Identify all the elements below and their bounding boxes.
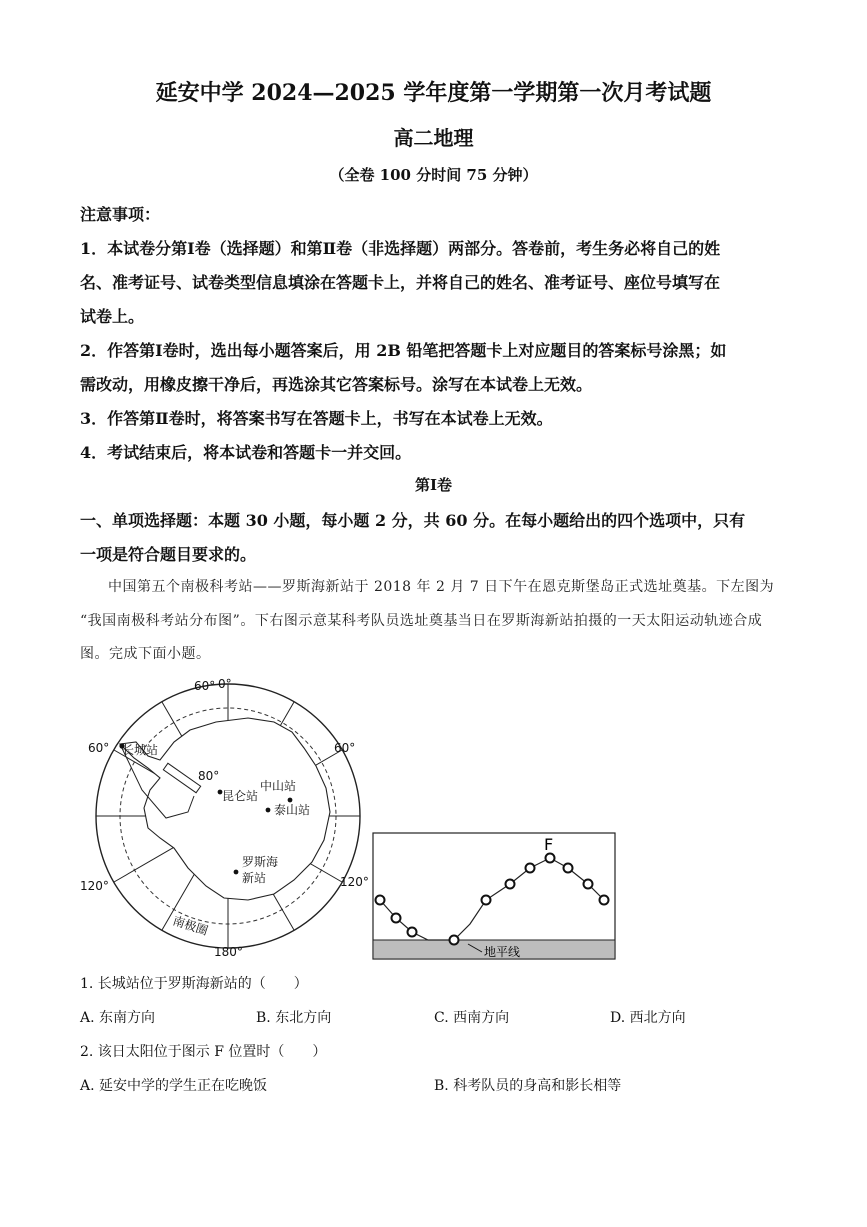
- map-lon-60-right: 60°: [334, 741, 356, 755]
- question-2-option-b[interactable]: B. 科考队员的身高和影长相等: [434, 1078, 622, 1094]
- sun-peak-label: F: [544, 835, 554, 854]
- horizon-label: 地平线: [484, 945, 521, 959]
- question-2-option-a[interactable]: A. 延安中学的学生正在吃晚饭: [80, 1078, 268, 1094]
- question-1-option-a[interactable]: A. 东南方向: [80, 1010, 156, 1026]
- notes-line-6: 3．作答第Ⅱ卷时，将答案书写在答题卡上，书写在本试卷上无效。: [80, 409, 553, 428]
- section-instruction-1: 一、单项选择题：本题 30 小题，每小题 2 分，共 60 分。在每小题给出的四个选项中，只有: [80, 511, 746, 530]
- map-lon-180: 180°: [214, 945, 243, 959]
- map-lon-60-left: 60°: [88, 741, 110, 755]
- map-lon-120-left: 120°: [80, 879, 109, 893]
- map-lat-80: 80°: [198, 769, 220, 783]
- notes-line-3: 试卷上。: [80, 307, 145, 326]
- exam-title: 延安中学 2024—2025 学年度第一学期第一次月考试题: [155, 80, 712, 106]
- map-antarctic-circle: 南极圈: [171, 913, 210, 938]
- map-station-luosihai-1: 罗斯海: [242, 855, 279, 869]
- map-station-luosihai-2: 新站: [242, 871, 267, 885]
- notes-line-5: 需改动，用橡皮擦干净后，再选涂其它答案标号。涂写在本试卷上无效。: [80, 375, 593, 394]
- section-instruction-2: 一项是符合题目要求的。: [80, 545, 257, 564]
- map-station-changcheng: 长城站: [122, 743, 159, 757]
- exam-info: （全卷 100 分时间 75 分钟）: [329, 166, 538, 184]
- question-1-option-c[interactable]: C. 西南方向: [434, 1010, 510, 1026]
- passage-line-1: 中国第五个南极科考站——罗斯海新站于 2018 年 2 月 7 日下午在恩克斯堡岛正式选址奠基。下左图为: [108, 579, 775, 595]
- section-title: 第Ⅰ卷: [414, 476, 453, 494]
- notes-heading: 注意事项：: [80, 205, 161, 224]
- map-lon-0: 0°: [218, 677, 232, 691]
- sun-path-chart: [372, 832, 616, 960]
- notes-line-1: 1．本试卷分第Ⅰ卷（选择题）和第Ⅱ卷（非选择题）两部分。答卷前，考生务必将自己的姓: [80, 239, 721, 258]
- question-1-stem: 1. 长城站位于罗斯海新站的（ ）: [80, 976, 308, 992]
- question-1-option-b[interactable]: B. 东北方向: [256, 1010, 332, 1026]
- question-1-option-d[interactable]: D. 西北方向: [610, 1010, 686, 1026]
- notes-line-7: 4．考试结束后，将本试卷和答题卡一并交回。: [80, 443, 412, 462]
- map-station-zhongshan: 中山站: [260, 779, 297, 793]
- notes-line-4: 2．作答第Ⅰ卷时，选出每小题答案后，用 2B 铅笔把答题卡上对应题目的答案标号涂黑；如: [80, 341, 727, 360]
- map-station-kunlun: 昆仑站: [222, 789, 259, 803]
- antarctic-station-map: [78, 672, 378, 962]
- map-lon-120-right: 120°: [340, 875, 369, 889]
- notes-line-2: 名、准考证号、试卷类型信息填涂在答题卡上，并将自己的姓名、准考证号、座位号填写在: [80, 273, 721, 292]
- subject-title: 高二地理: [393, 126, 474, 150]
- question-2-stem: 2. 该日太阳位于图示 F 位置时（ ）: [80, 1044, 327, 1060]
- map-station-taishan: 泰山站: [274, 803, 311, 817]
- passage-line-2: “我国南极科考站分布图”。下右图示意某科考队员选址奠基当日在罗斯海新站拍摄的一天太阳运动轨迹合成: [80, 613, 763, 629]
- map-lon-60-top: 60°: [194, 679, 216, 693]
- passage-line-3: 图。完成下面小题。: [80, 646, 211, 662]
